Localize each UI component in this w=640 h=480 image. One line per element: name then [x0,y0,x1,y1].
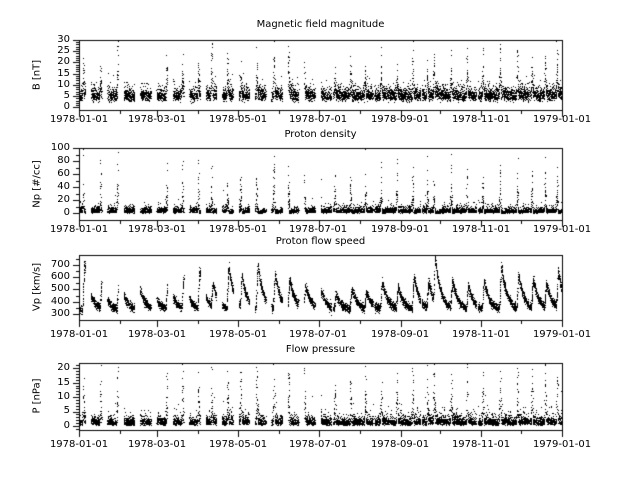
xtick-label: 1979-01-01 [532,114,592,125]
ytick-label: 30 [57,34,70,45]
xtick-label: 1978-11-01 [451,329,511,340]
xtick-label: 1978-05-01 [208,224,268,235]
ytick-label: 80 [57,155,70,166]
ytick-label: 15 [57,377,70,388]
ytick-label: 40 [57,181,70,192]
ytick-label: 10 [57,79,70,90]
xtick-label: 1978-01-01 [49,114,109,125]
ytick-label: 100 [50,142,70,153]
xtick-label: 1979-01-01 [532,439,592,450]
xtick-label: 1978-11-01 [451,439,511,450]
ytick-label: 25 [57,45,70,56]
ytick-label: 10 [57,391,70,402]
xtick-label: 1978-11-01 [451,224,511,235]
ytick-label: 700 [50,259,70,270]
ytick-label: 0 [63,101,70,112]
xtick-label: 1979-01-01 [532,329,592,340]
xtick-label: 1978-05-01 [208,329,268,340]
xtick-label: 1978-03-01 [127,439,187,450]
xtick-label: 1978-07-01 [288,224,348,235]
ytick-label: 5 [63,405,70,416]
y-axis-label-vp: Vp [km/s] [31,262,43,312]
ytick-label: 20 [57,194,70,205]
ytick-label: 500 [50,283,70,294]
ytick-label: 60 [57,168,70,179]
xtick-label: 1978-07-01 [288,114,348,125]
y-axis-label-b: B [nT] [31,59,43,91]
xtick-label: 1978-01-01 [49,329,109,340]
xtick-label: 1978-07-01 [288,439,348,450]
ytick-label: 300 [50,308,70,319]
y-axis-label-np: Np [#/cc] [31,160,43,208]
ytick-label: 0 [63,207,70,218]
ytick-label: 0 [63,420,70,431]
ytick-label: 15 [57,68,70,79]
xtick-label: 1978-09-01 [370,114,430,125]
xtick-label: 1978-01-01 [49,439,109,450]
xtick-label: 1978-05-01 [208,439,268,450]
xtick-label: 1978-11-01 [451,114,511,125]
xtick-label: 1978-01-01 [49,224,109,235]
ytick-label: 400 [50,296,70,307]
ytick-label: 20 [57,56,70,67]
ytick-label: 20 [57,362,70,373]
xtick-label: 1978-05-01 [208,114,268,125]
xtick-label: 1978-03-01 [127,224,187,235]
ytick-label: 5 [63,90,70,101]
xtick-label: 1978-09-01 [370,329,430,340]
xtick-label: 1978-03-01 [127,114,187,125]
y-axis-label-p: P [nPa] [31,378,43,414]
xtick-label: 1978-07-01 [288,329,348,340]
xtick-label: 1978-09-01 [370,224,430,235]
panel-title-flow-pressure: Flow pressure [285,344,356,355]
xtick-label: 1979-01-01 [532,224,592,235]
xtick-label: 1978-09-01 [370,439,430,450]
panel-title-proton-density: Proton density [284,129,357,140]
panel-title-magnetic-field: Magnetic field magnitude [256,19,385,30]
xtick-label: 1978-03-01 [127,329,187,340]
panel-title-flow-speed: Proton flow speed [275,236,366,247]
ytick-label: 600 [50,271,70,282]
